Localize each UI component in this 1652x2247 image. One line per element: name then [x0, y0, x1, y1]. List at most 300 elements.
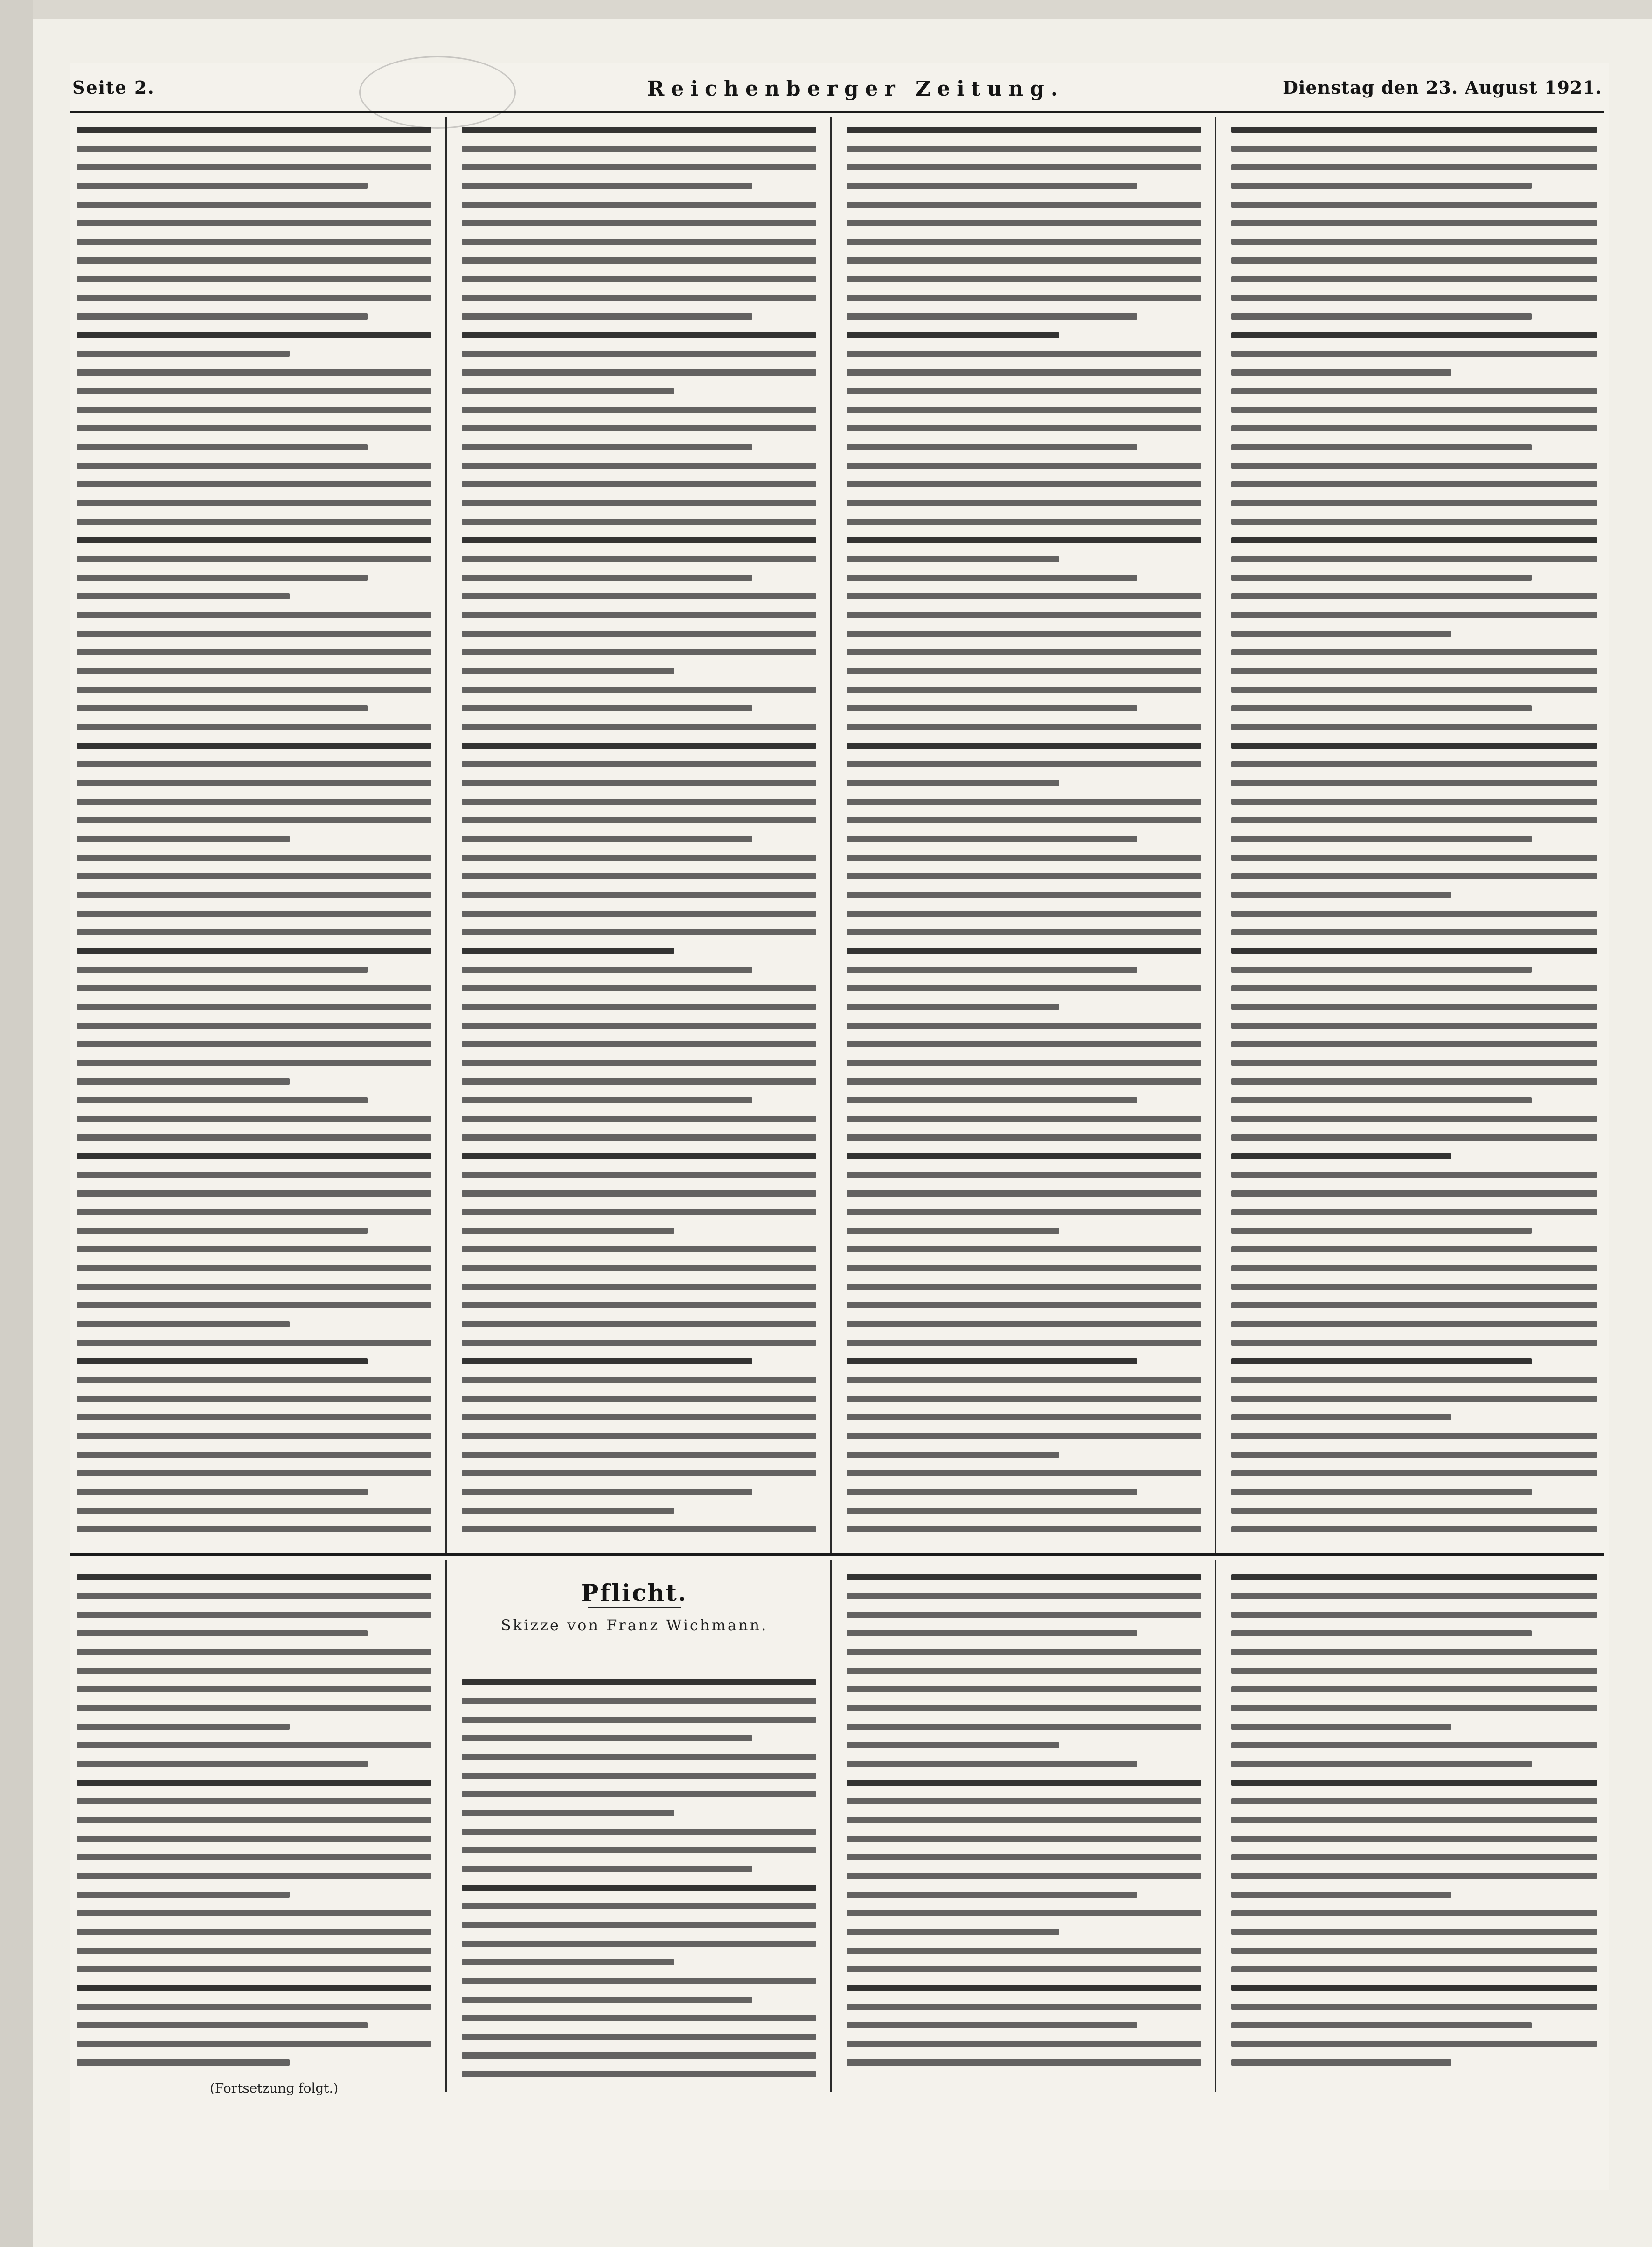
text-line [847, 202, 1201, 208]
text-line [462, 761, 816, 767]
text-line [1231, 1489, 1532, 1495]
text-line [847, 1452, 1059, 1458]
text-line [462, 1698, 816, 1704]
text-line [77, 799, 431, 805]
text-line [77, 1358, 368, 1364]
text-line [77, 183, 368, 189]
text-line [1231, 1836, 1597, 1842]
header-rule [70, 111, 1604, 113]
text-line [462, 1847, 816, 1853]
text-line [847, 1004, 1059, 1010]
text-line [847, 911, 1201, 917]
text-line [1231, 2004, 1597, 2010]
text-line [847, 1910, 1201, 1916]
text-line [1231, 1340, 1597, 1346]
text-line [462, 1791, 816, 1797]
text-line [462, 1265, 816, 1271]
text-line [1231, 705, 1532, 711]
text-line [847, 668, 1201, 674]
text-line [77, 1396, 431, 1402]
text-line [462, 407, 816, 413]
text-line [1231, 761, 1597, 767]
text-line [847, 183, 1137, 189]
text-line [462, 1377, 816, 1383]
text-line [847, 593, 1201, 599]
text-line [462, 257, 816, 264]
text-line [1231, 1612, 1597, 1618]
text-line [847, 276, 1201, 282]
text-line [1231, 1414, 1451, 1420]
text-line [462, 463, 816, 469]
text-line [1231, 257, 1597, 264]
text-line [847, 1985, 1201, 1991]
text-line [847, 817, 1201, 823]
text-line [462, 1526, 816, 1532]
text-line [462, 1134, 816, 1141]
text-line [1231, 1948, 1597, 1954]
text-line [847, 1302, 1201, 1308]
text-line [77, 444, 368, 450]
text-line [847, 1966, 1201, 1972]
text-line [847, 1873, 1201, 1879]
text-line [77, 985, 431, 991]
text-line [847, 1134, 1201, 1141]
text-line [1231, 1116, 1597, 1122]
text-line [1231, 1228, 1532, 1234]
text-line [77, 332, 431, 338]
text-line [462, 668, 674, 674]
text-line [847, 743, 1201, 749]
text-line [1231, 183, 1532, 189]
text-line [847, 649, 1201, 655]
text-line [847, 780, 1059, 786]
text-line [847, 1078, 1201, 1085]
text-line [847, 575, 1137, 581]
text-line [1231, 1452, 1597, 1458]
text-line [1231, 799, 1597, 805]
text-line [462, 1190, 816, 1197]
text-line [847, 724, 1201, 730]
text-line [847, 369, 1201, 376]
text-line [1231, 1574, 1597, 1580]
feuilleton-byline: Skizze von Franz Wichmann. [500, 1616, 768, 1634]
text-line [847, 761, 1201, 767]
text-line [462, 220, 816, 226]
text-line [462, 1452, 816, 1458]
text-line [462, 1172, 816, 1178]
text-line [462, 948, 674, 954]
text-line [847, 444, 1137, 450]
text-line [77, 929, 431, 935]
text-line [77, 1041, 431, 1047]
masthead-title: Reichenberger Zeitung. [647, 77, 1065, 101]
text-line [847, 239, 1201, 245]
text-line [847, 1593, 1201, 1599]
text-line [77, 313, 368, 320]
text-line [77, 668, 431, 674]
column-divider [830, 1560, 832, 2092]
text-line [462, 929, 816, 935]
text-line [462, 687, 816, 693]
text-line [847, 1153, 1201, 1159]
text-line [1231, 855, 1597, 861]
text-line [462, 369, 816, 376]
text-line [77, 873, 431, 879]
text-line [462, 612, 816, 618]
text-line [847, 1060, 1201, 1066]
text-line [847, 929, 1201, 935]
text-line [1231, 500, 1597, 506]
text-line [847, 313, 1137, 320]
text-line [462, 1829, 816, 1835]
text-line [77, 1153, 431, 1159]
text-line [1231, 1705, 1597, 1711]
text-line [462, 799, 816, 805]
text-line [847, 1414, 1201, 1420]
text-line [462, 1433, 816, 1439]
text-line [1231, 1526, 1597, 1532]
continuation-note: (Fortsetzung folgt.) [210, 2080, 339, 2096]
text-line [847, 127, 1201, 133]
text-line [462, 836, 752, 842]
column-divider [1215, 1560, 1216, 2092]
feuilleton-title: Pflicht. [581, 1579, 688, 1607]
text-line [847, 388, 1201, 394]
text-line [462, 873, 816, 879]
text-line [77, 1854, 431, 1860]
text-line [462, 1885, 816, 1891]
text-line [1231, 687, 1597, 693]
text-line [462, 2071, 816, 2077]
text-line [77, 164, 431, 170]
text-line [77, 519, 431, 525]
article-column-4 [1231, 127, 1597, 1545]
text-line [1231, 1284, 1597, 1290]
text-line [847, 1190, 1201, 1197]
text-line [1231, 631, 1451, 637]
text-line [77, 257, 431, 264]
text-line [847, 1574, 1201, 1580]
column-divider [445, 1560, 447, 2092]
text-line [462, 649, 816, 655]
text-line [77, 687, 431, 693]
text-line [1231, 164, 1597, 170]
text-line [847, 220, 1201, 226]
text-line [462, 1470, 816, 1476]
text-line [462, 1773, 816, 1779]
text-line [1231, 1396, 1597, 1402]
text-line [847, 1630, 1137, 1636]
text-line [1231, 407, 1597, 413]
text-line [462, 202, 816, 208]
scan-border [0, 0, 33, 2247]
text-line [1231, 1321, 1597, 1327]
text-line [847, 537, 1201, 543]
text-line [77, 780, 431, 786]
text-line [77, 1340, 431, 1346]
text-line [77, 1817, 431, 1823]
text-line [1231, 332, 1597, 338]
text-line [77, 892, 431, 898]
text-line [77, 1134, 431, 1141]
text-line [77, 705, 368, 711]
text-line [847, 2059, 1201, 2066]
text-line [1231, 463, 1597, 469]
text-line [1231, 836, 1532, 842]
text-line [462, 985, 816, 991]
text-line [462, 2015, 816, 2021]
text-line [77, 948, 431, 954]
text-line [1231, 985, 1597, 991]
text-line [1231, 481, 1597, 487]
text-line [77, 2059, 290, 2066]
text-line [1231, 369, 1451, 376]
column-divider [445, 117, 447, 1553]
text-line [462, 276, 816, 282]
text-line [77, 724, 431, 730]
text-line [77, 1948, 431, 1954]
article-column-2 [462, 127, 816, 1545]
text-line [1231, 724, 1597, 730]
text-line [847, 705, 1137, 711]
text-line [1231, 556, 1597, 562]
text-line [1231, 1172, 1597, 1178]
text-line [1231, 202, 1597, 208]
text-line [847, 1948, 1201, 1954]
feuilleton-column-1 [77, 1574, 431, 2078]
text-line [847, 1705, 1201, 1711]
text-line [462, 556, 816, 562]
text-line [77, 1929, 431, 1935]
text-line [847, 1284, 1201, 1290]
text-line [847, 612, 1201, 618]
text-line [847, 1668, 1201, 1674]
text-line [77, 1873, 431, 1879]
text-line [1231, 929, 1597, 935]
text-line [462, 1978, 816, 1984]
text-line [462, 1041, 816, 1047]
text-line [462, 892, 816, 898]
article-column-1 [77, 127, 431, 1545]
text-line [77, 1526, 431, 1532]
text-line [1231, 388, 1597, 394]
text-line [77, 1742, 431, 1748]
text-line [462, 1959, 674, 1965]
text-line [847, 1508, 1201, 1514]
feuilleton-column-2 [462, 1679, 816, 2090]
text-line [1231, 1854, 1597, 1860]
text-line [847, 1470, 1201, 1476]
text-line [847, 1854, 1201, 1860]
text-line [462, 705, 752, 711]
text-line [77, 2022, 368, 2028]
text-line [1231, 1798, 1597, 1804]
text-line [77, 575, 368, 581]
text-line [462, 780, 816, 786]
text-line [462, 1284, 816, 1290]
text-line [1231, 1358, 1532, 1364]
text-line [462, 1735, 752, 1741]
text-line [1231, 1668, 1597, 1674]
text-line [1231, 1190, 1597, 1197]
text-line [77, 146, 431, 152]
text-line [77, 649, 431, 655]
text-line [77, 127, 431, 133]
text-line [77, 481, 431, 487]
text-line [462, 2052, 816, 2059]
text-line [462, 1754, 816, 1760]
text-line [77, 1910, 431, 1916]
text-line [847, 1041, 1201, 1047]
text-line [847, 1836, 1201, 1842]
text-line [1231, 892, 1451, 898]
text-line [462, 1321, 816, 1327]
text-line [847, 799, 1201, 805]
text-line [847, 1321, 1201, 1327]
text-line [847, 2022, 1137, 2028]
text-line [847, 1340, 1201, 1346]
text-line [77, 612, 431, 618]
text-line [462, 444, 752, 450]
text-line [77, 202, 431, 208]
text-line [77, 1705, 431, 1711]
text-line [847, 351, 1201, 357]
text-line [847, 2041, 1201, 2047]
text-line [77, 1630, 368, 1636]
text-line [847, 500, 1201, 506]
text-line [462, 1414, 816, 1420]
text-line [1231, 239, 1597, 245]
text-line [1231, 1377, 1597, 1383]
text-line [77, 1284, 431, 1290]
text-line [77, 276, 431, 282]
text-line [847, 1526, 1201, 1532]
text-line [1231, 1508, 1597, 1514]
text-line [462, 1679, 816, 1685]
text-line [847, 1396, 1201, 1402]
text-line [847, 257, 1201, 264]
text-line [1231, 1265, 1597, 1271]
text-line [1231, 1302, 1597, 1308]
text-line [847, 1929, 1059, 1935]
text-line [847, 1209, 1201, 1215]
text-line [1231, 1817, 1597, 1823]
issue-date: Dienstag den 23. August 1921. [1283, 77, 1602, 98]
article-column-3 [847, 127, 1201, 1545]
text-line [77, 1574, 431, 1580]
text-line [847, 1489, 1137, 1495]
text-line [462, 425, 816, 431]
feuilleton-column-4 [1231, 1574, 1597, 2078]
text-line [77, 1489, 368, 1495]
text-line [77, 1414, 431, 1420]
text-line [1231, 1433, 1597, 1439]
text-line [847, 967, 1137, 973]
text-line [77, 1265, 431, 1271]
text-line [847, 295, 1201, 301]
text-line [462, 1997, 752, 2003]
text-line [847, 1246, 1201, 1252]
text-line [1231, 1097, 1532, 1103]
text-line [462, 1023, 816, 1029]
text-line [77, 1060, 431, 1066]
text-line [847, 1780, 1201, 1786]
text-line [1231, 444, 1532, 450]
text-line [77, 1190, 431, 1197]
text-line [77, 220, 431, 226]
text-line [1231, 1873, 1597, 1879]
text-line [77, 425, 431, 431]
text-line [77, 1452, 431, 1458]
text-line [77, 1892, 290, 1898]
text-line [847, 631, 1201, 637]
text-line [462, 1004, 816, 1010]
text-line [77, 1780, 431, 1786]
text-line [847, 1724, 1201, 1730]
text-line [462, 1717, 816, 1723]
text-line [847, 1377, 1201, 1383]
text-line [462, 1097, 752, 1103]
text-line [77, 761, 431, 767]
text-line [1231, 593, 1597, 599]
text-line [847, 332, 1059, 338]
feuilleton-rule [70, 1553, 1604, 1556]
text-line [847, 2004, 1201, 2010]
text-line [847, 873, 1201, 879]
text-line [462, 332, 816, 338]
text-line [1231, 313, 1532, 320]
text-line [77, 817, 431, 823]
text-line [1231, 1041, 1597, 1047]
text-line [462, 575, 752, 581]
text-line [1231, 873, 1597, 879]
text-line [1231, 1742, 1597, 1748]
text-line [847, 1892, 1137, 1898]
text-line [462, 1246, 816, 1252]
text-line [77, 1593, 431, 1599]
text-line [77, 1761, 368, 1767]
text-line [847, 164, 1201, 170]
text-line [462, 537, 816, 543]
text-line [1231, 2059, 1451, 2066]
text-line [462, 1866, 752, 1872]
text-line [462, 1228, 674, 1234]
text-line [462, 1209, 816, 1215]
text-line [462, 295, 816, 301]
text-line [77, 1023, 431, 1029]
text-line [77, 1649, 431, 1655]
text-line [77, 1078, 290, 1085]
text-line [1231, 1078, 1597, 1085]
text-line [1231, 1966, 1597, 1972]
text-line [462, 351, 816, 357]
text-line [77, 1302, 431, 1308]
text-line [847, 836, 1137, 842]
text-line [462, 519, 816, 525]
text-line [77, 1097, 368, 1103]
text-line [77, 2004, 431, 2010]
text-line [77, 537, 431, 543]
text-line [77, 1724, 290, 1730]
text-line [1231, 1929, 1597, 1935]
text-line [77, 911, 431, 917]
text-line [77, 1246, 431, 1252]
text-line [462, 1922, 816, 1928]
text-line [77, 743, 431, 749]
text-line [462, 743, 816, 749]
text-line [77, 1172, 431, 1178]
text-line [847, 1097, 1137, 1103]
